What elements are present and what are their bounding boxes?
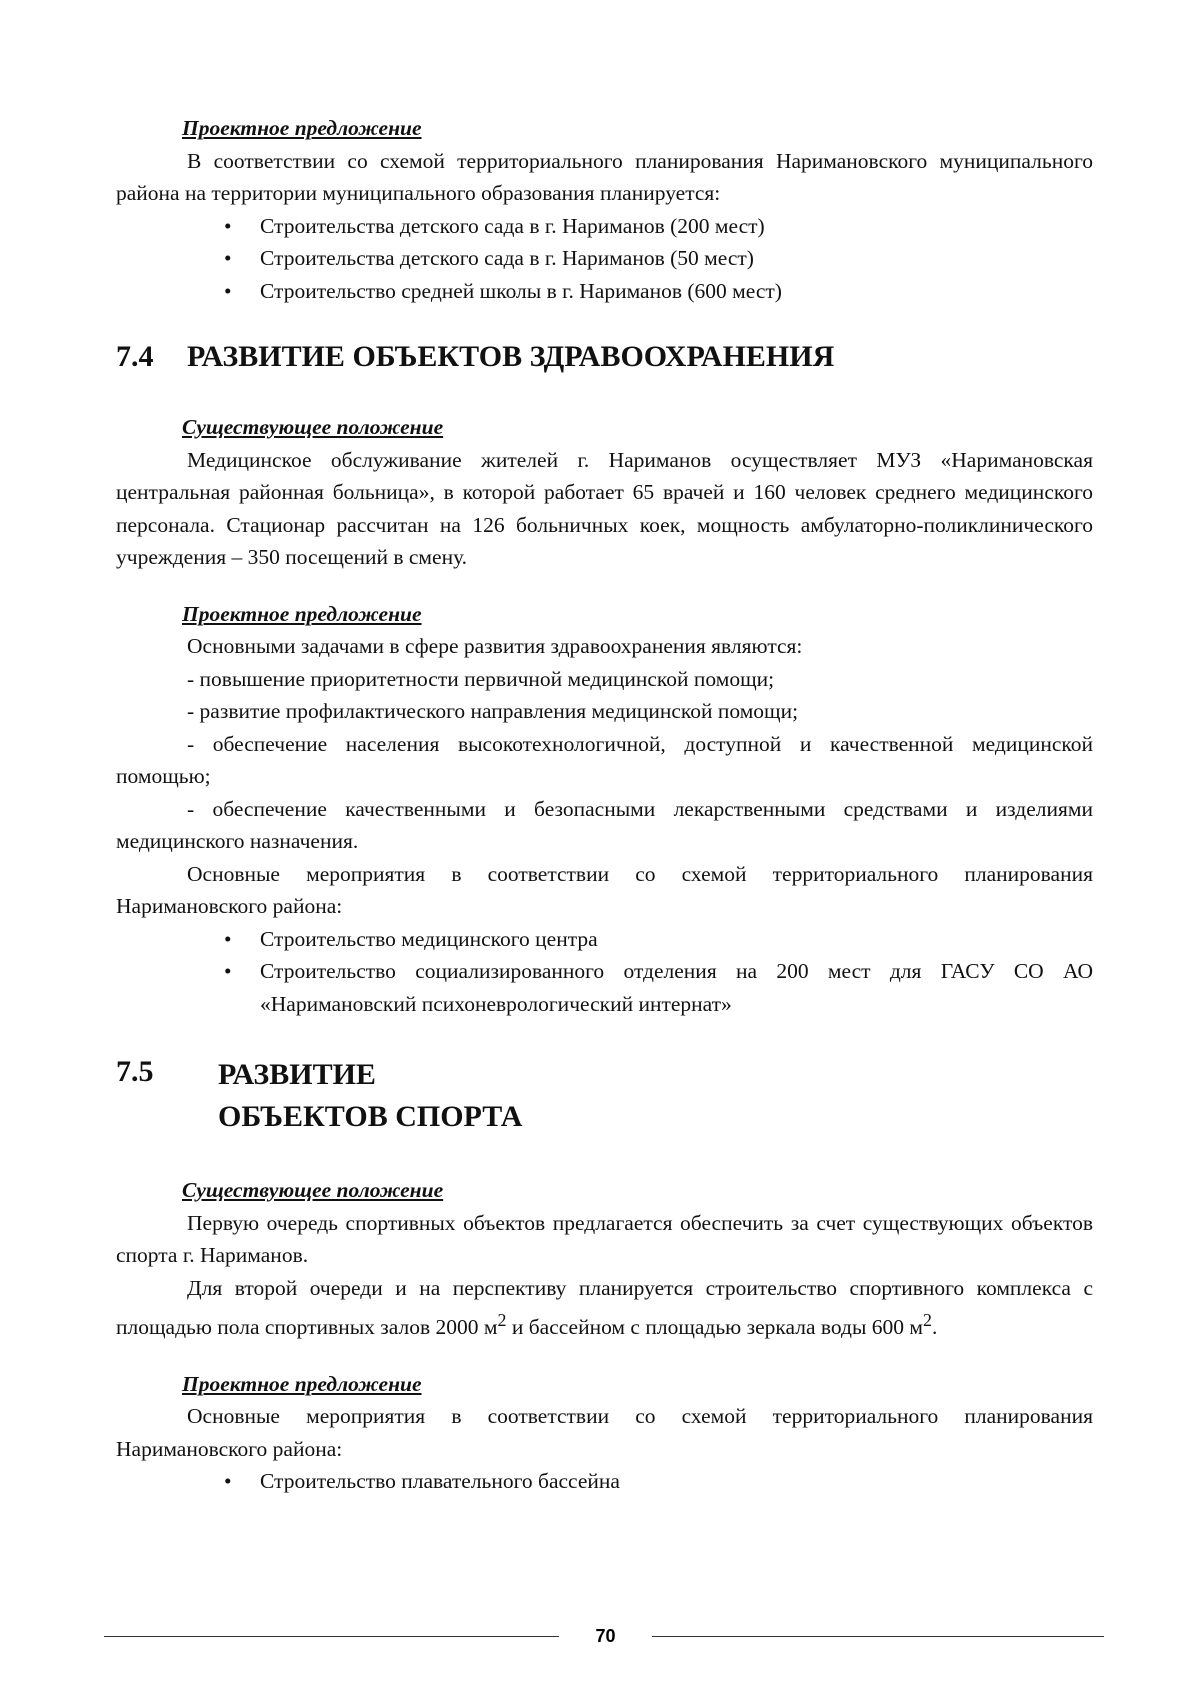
paragraph: В соответствии со схемой территориального планирования Наримановского муниципального района на территории муниципального образования планируется: <box>116 148 1093 205</box>
footer-divider <box>104 1636 559 1637</box>
dash-item: - развитие профилактического направления медицинской помощи; <box>187 699 799 723</box>
bullet-list <box>116 923 1093 1021</box>
paragraph: Для второй очереди и на перспективу планируется строительство спортивного комплекса с площадью пола спортивных залов 2000 $м^2$ и бассейном с площадью зеркала воды 600 $м^2$. <box>116 1275 1093 1340</box>
dash-item: - обеспечение качественными и безопасными лекарственными средствами и изделиями медицинского назначения. <box>116 796 1093 853</box>
subheading: Существующее положение <box>182 415 444 439</box>
section-title: РАЗВИТИЕ ОБЪЕКТОВ СПОРТА <box>218 1058 523 1133</box>
paragraph: Медицинское обслуживание жителей г. Нариманов осуществляет МУЗ «Наримановская центральная районная больница», в которой работает 65 врачей и 160 человек среднего медицинского персонала. Стационар рассчитан на 126 больничных коек, мощность амбулаторно-поликлинического учреждения – 350 посещений в смену. <box>116 447 1093 569</box>
list-item: • Строительство средней школы в г. Нариманов (600 мест) <box>260 275 1093 308</box>
list-item: • Строительство плавательного бассейна <box>260 1465 1093 1498</box>
bullet-icon: • <box>224 926 232 951</box>
section-number: 7.5 <box>116 1055 154 1088</box>
bullet-list <box>116 210 1093 308</box>
list-item: • Строительство социализированного отделения на 200 мест для ГАСУ СО АО «Наримановский психоневрологический интернат» <box>260 955 1093 1020</box>
section-title: РАЗВИТИЕ ОБЪЕКТОВ ЗДРАВООХРАНЕНИЯ <box>187 340 835 373</box>
bullet-icon: • <box>224 959 232 983</box>
section-heading-7-5 <box>116 1054 1093 1138</box>
list-item: • Строительства детского сада в г. Нариманов (50 мест) <box>260 242 1093 275</box>
list-item: • Строительства детского сада в г. Нариманов (200 мест) <box>260 210 1093 243</box>
spacer <box>116 1344 1093 1368</box>
dash-item: - обеспечение населения высокотехнологичной, доступной и качественной медицинской помощью; <box>116 731 1093 788</box>
paragraph: Основными задачами в сфере развития здравоохранения являются: <box>187 634 803 658</box>
subheading: Существующее положение <box>182 1178 444 1202</box>
list-item: • Строительство медицинского центра <box>260 923 1093 956</box>
section-heading-7-4 <box>116 339 1093 375</box>
paragraph: Основные мероприятия в соответствии со схемой территориального планирования Наримановского района: <box>116 1404 1093 1461</box>
section-number: 7.4 <box>116 340 154 373</box>
document-page <box>116 112 1093 1498</box>
bullet-icon: • <box>224 278 232 303</box>
footer-divider <box>652 1636 1104 1637</box>
subheading: Проектное предложение <box>182 1371 422 1396</box>
dash-item: - повышение приоритетности первичной медицинской помощи; <box>187 666 775 691</box>
bullet-list <box>116 1465 1093 1498</box>
subheading: Проектное предложение <box>182 601 422 626</box>
paragraph: Первую очередь спортивных объектов предлагается обеспечить за счет существующих объектов спорта г. Нариманов. <box>116 1210 1093 1267</box>
page-number: 70 <box>595 1626 616 1646</box>
spacer <box>116 574 1093 598</box>
paragraph: Основные мероприятия в соответствии со схемой территориального планирования Наримановского района: <box>116 861 1093 918</box>
bullet-icon: • <box>224 213 232 238</box>
page-footer <box>104 1625 1104 1647</box>
bullet-icon: • <box>224 246 232 270</box>
subheading: Проектное предложение <box>182 116 422 140</box>
bullet-icon: • <box>224 1469 232 1494</box>
